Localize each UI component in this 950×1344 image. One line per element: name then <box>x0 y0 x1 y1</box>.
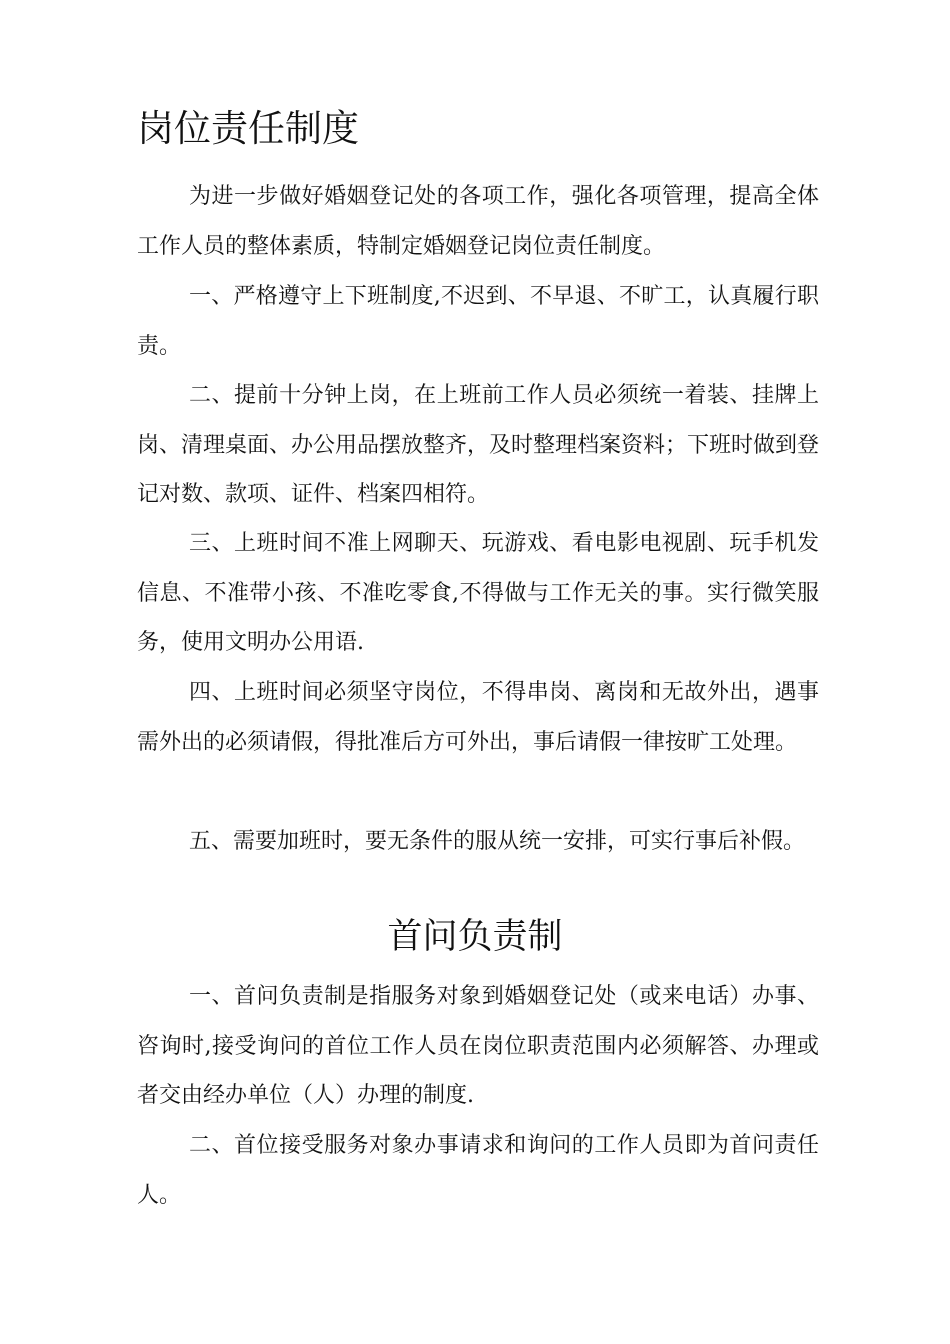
paragraph-first-inquiry-1: 一、首问负责制是指服务对象到婚姻登记处（或来电话）办事、咨询时,接受询问的首位工作人员在岗位职责范围内必须解答、办理或者交由经办单位（人）办理的制度. <box>137 984 819 1108</box>
paragraph-rule-3: 三、上班时间不准上网聊天、玩游戏、看电影电视剧、玩手机发信息、不准带小孩、不准吃零食,不得做与工作无关的事。实行微笑服务，使用文明办公用语. <box>137 531 819 655</box>
paragraph-rule-5: 五、需要加班时，要无条件的服从统一安排，可实行事后补假。 <box>189 829 806 854</box>
section-title-first-inquiry: 首问负责制 <box>387 917 563 957</box>
section-title-job-responsibility: 岗位责任制度 <box>137 107 359 150</box>
paragraph-intro: 为进一步做好婚姻登记处的各项工作，强化各项管理，提高全体工作人员的整体素质，特制定婚姻登记岗位责任制度。 <box>137 184 819 259</box>
paragraph-first-inquiry-2: 二、首位接受服务对象办事请求和询问的工作人员即为首问责任人。 <box>137 1133 819 1208</box>
paragraph-rule-1: 一、严格遵守上下班制度,不迟到、不早退、不旷工，认真履行职责。 <box>137 284 819 359</box>
paragraph-rule-4: 四、上班时间必须坚守岗位，不得串岗、离岗和无故外出，遇事需外出的必须请假，得批准后方可外出，事后请假一律按旷工处理。 <box>137 680 819 755</box>
paragraph-rule-2: 二、提前十分钟上岗，在上班前工作人员必须统一着装、挂牌上岗、清理桌面、办公用品摆放整齐，及时整理档案资料；下班时做到登记对数、款项、证件、档案四相符。 <box>137 383 820 507</box>
